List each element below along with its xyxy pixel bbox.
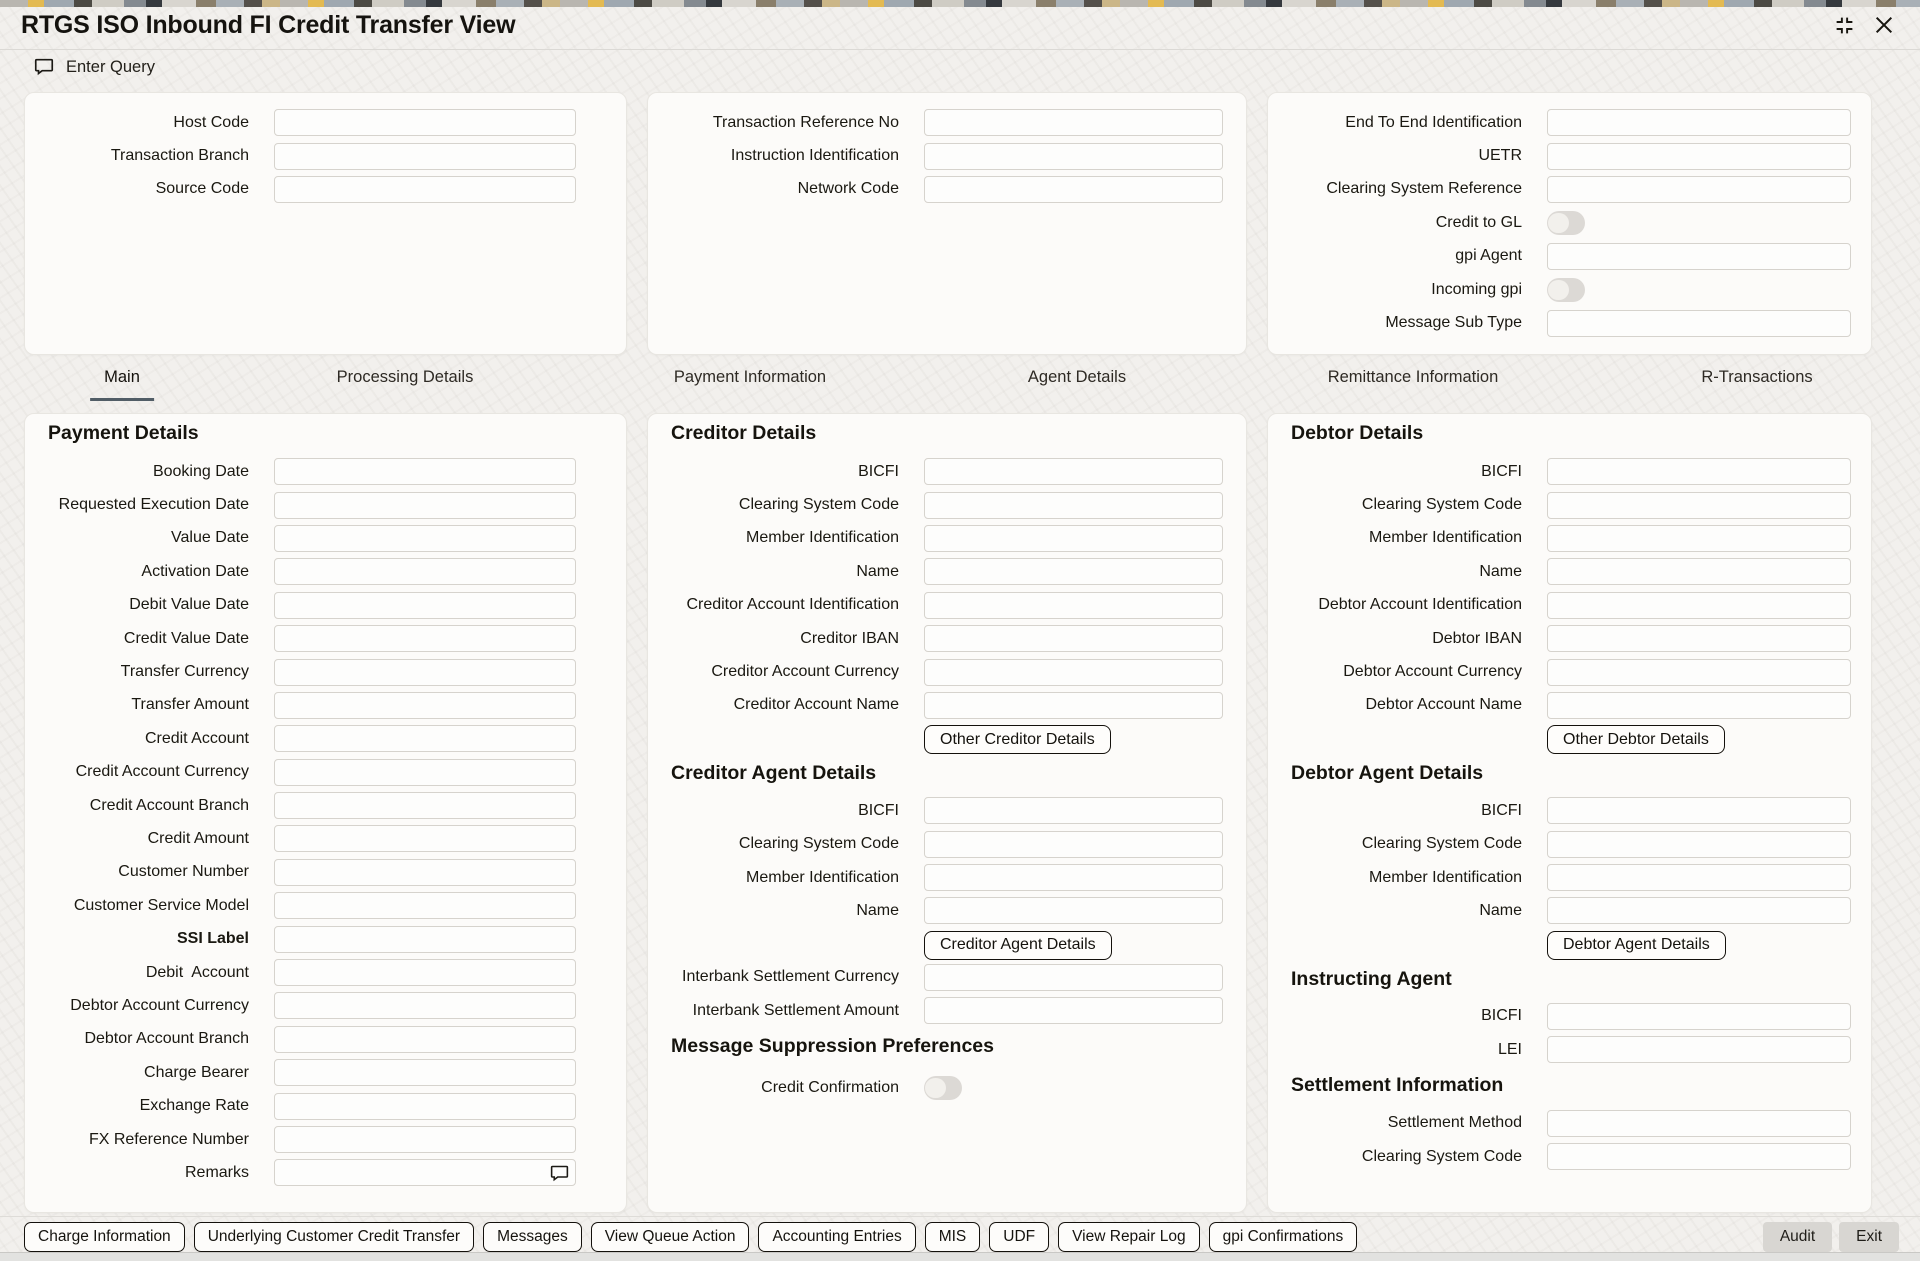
debtor-agent-details-button[interactable]: Debtor Agent Details xyxy=(1547,931,1726,960)
credit-confirmation-toggle[interactable] xyxy=(924,1076,962,1100)
remarks-input[interactable] xyxy=(274,1159,576,1186)
form-row xyxy=(648,689,1246,722)
form-row xyxy=(1268,555,1871,588)
panel-transaction-source xyxy=(24,92,627,355)
bicfi-input[interactable] xyxy=(924,797,1223,824)
enter-query-label: Enter Query xyxy=(66,57,155,76)
debtor-agent-details-heading: Debtor Agent Details xyxy=(1291,762,1484,785)
ssi-label-input[interactable] xyxy=(274,926,576,953)
form-row xyxy=(1268,240,1871,273)
creditor-account-identification-input[interactable] xyxy=(924,592,1223,619)
form-row xyxy=(1268,894,1871,927)
form-row xyxy=(1268,455,1871,488)
form-row xyxy=(25,756,626,789)
audit-button[interactable]: Audit xyxy=(1763,1222,1832,1252)
name-label: Name xyxy=(1479,562,1522,580)
tab-remittance-information[interactable]: Remittance Information xyxy=(1327,368,1499,386)
enter-query-bar[interactable] xyxy=(33,56,155,78)
bottom-strip xyxy=(0,1252,1920,1261)
creditor-account-currency-label: Creditor Account Currency xyxy=(711,663,899,681)
form-row xyxy=(25,589,626,622)
bicfi-label: BICFI xyxy=(858,462,899,480)
form-row xyxy=(648,994,1246,1027)
form-row xyxy=(648,655,1246,688)
form-row xyxy=(25,555,626,588)
charge-information-button[interactable]: Charge Information xyxy=(24,1222,185,1252)
creditor-agent-details-heading: Creditor Agent Details xyxy=(671,762,877,785)
debtor-iban-input[interactable] xyxy=(1547,625,1851,652)
form-row xyxy=(1268,589,1871,622)
credit-amount-label: Credit Amount xyxy=(147,829,249,847)
form-row xyxy=(1268,1033,1871,1066)
instructing-agent-heading: Instructing Agent xyxy=(1291,967,1452,990)
debtor-iban-label: Debtor IBAN xyxy=(1432,629,1522,647)
creditor-details-heading: Creditor Details xyxy=(671,422,817,444)
title-divider xyxy=(0,49,1920,50)
form-row xyxy=(648,488,1246,521)
name-input[interactable] xyxy=(1547,897,1851,924)
debit-account-input[interactable] xyxy=(274,959,576,986)
member-identification-input[interactable] xyxy=(1547,864,1851,891)
credit-account-currency-label: Credit Account Currency xyxy=(75,763,249,781)
panel-transaction-reference xyxy=(647,92,1247,355)
debtor-account-name-input[interactable] xyxy=(1547,692,1851,719)
tab-agent-details[interactable]: Agent Details xyxy=(1027,368,1127,386)
tab-main[interactable]: Main xyxy=(90,368,154,401)
form-row xyxy=(648,522,1246,555)
name-input[interactable] xyxy=(924,558,1223,585)
form-row xyxy=(25,1089,626,1122)
footer-right-actions xyxy=(1763,1222,1899,1252)
end-to-end-identification-label: End To End Identification xyxy=(1345,113,1522,131)
customer-number-label: Customer Number xyxy=(118,863,249,881)
tab-processing-details[interactable]: Processing Details xyxy=(336,368,474,386)
messages-button[interactable]: Messages xyxy=(483,1222,582,1252)
underlying-customer-credit-transfer-button[interactable]: Underlying Customer Credit Transfer xyxy=(194,1222,474,1252)
form-row xyxy=(648,894,1246,927)
form-row xyxy=(25,956,626,989)
form-row xyxy=(1268,794,1871,827)
panel-debtor xyxy=(1267,413,1872,1213)
interbank-settlement-currency-label: Interbank Settlement Currency xyxy=(682,968,899,986)
customer-service-model-input[interactable] xyxy=(274,892,576,919)
name-input[interactable] xyxy=(924,897,1223,924)
credit-to-gl-label: Credit to GL xyxy=(1435,213,1522,231)
clearing-system-code-input[interactable] xyxy=(1547,492,1851,519)
creditor-account-name-label: Creditor Account Name xyxy=(733,696,899,714)
tab-r-transactions[interactable]: R-Transactions xyxy=(1701,368,1813,386)
instruction-identification-label: Instruction Identification xyxy=(730,147,899,165)
clearing-system-code-label: Clearing System Code xyxy=(1361,496,1522,514)
bicfi-label: BICFI xyxy=(1481,801,1522,819)
charge-bearer-label: Charge Bearer xyxy=(144,1063,249,1081)
name-label: Name xyxy=(1479,901,1522,919)
debtor-account-currency-input[interactable] xyxy=(274,992,576,1019)
settlement-method-label: Settlement Method xyxy=(1387,1114,1522,1132)
requested-execution-date-label: Requested Execution Date xyxy=(58,496,249,514)
uetr-input[interactable] xyxy=(1547,143,1851,170)
toggle-knob xyxy=(1548,280,1569,300)
member-identification-input[interactable] xyxy=(924,525,1223,552)
message-sub-type-label: Message Sub Type xyxy=(1385,314,1522,332)
debtor-account-name-label: Debtor Account Name xyxy=(1365,696,1522,714)
host-code-input[interactable] xyxy=(274,109,576,136)
clearing-system-code-input[interactable] xyxy=(924,492,1223,519)
incoming-gpi-label: Incoming gpi xyxy=(1431,280,1522,298)
form-row xyxy=(1268,622,1871,655)
exit-button[interactable]: Exit xyxy=(1839,1222,1899,1252)
clearing-system-code-input[interactable] xyxy=(924,831,1223,858)
desktop-wallpaper-strip xyxy=(0,0,1920,7)
clearing-system-reference-input[interactable] xyxy=(1547,176,1851,203)
creditor-account-identification-label: Creditor Account Identification xyxy=(686,596,899,614)
form-row xyxy=(1268,689,1871,722)
transfer-amount-input[interactable] xyxy=(274,692,576,719)
credit-account-input[interactable] xyxy=(274,725,576,752)
form-row xyxy=(648,622,1246,655)
mis-button[interactable]: MIS xyxy=(925,1222,981,1252)
booking-date-input[interactable] xyxy=(274,458,576,485)
transaction-branch-label: Transaction Branch xyxy=(110,147,249,165)
member-identification-input[interactable] xyxy=(924,864,1223,891)
gpi-agent-label: gpi Agent xyxy=(1455,247,1522,265)
incoming-gpi-toggle[interactable] xyxy=(1547,278,1585,302)
uetr-label: UETR xyxy=(1478,147,1522,165)
source-code-input[interactable] xyxy=(274,176,576,203)
credit-value-date-input[interactable] xyxy=(274,625,576,652)
transfer-amount-label: Transfer Amount xyxy=(131,696,249,714)
clearing-system-code-label: Clearing System Code xyxy=(738,835,899,853)
form-row xyxy=(648,861,1246,894)
member-identification-label: Member Identification xyxy=(1369,529,1522,547)
credit-account-label: Credit Account xyxy=(144,729,249,747)
form-row xyxy=(25,455,626,488)
requested-execution-date-input[interactable] xyxy=(274,492,576,519)
bicfi-label: BICFI xyxy=(1481,1007,1522,1025)
remarks-label: Remarks xyxy=(184,1163,249,1181)
form-row xyxy=(25,689,626,722)
creditor-iban-input[interactable] xyxy=(924,625,1223,652)
credit-value-date-label: Credit Value Date xyxy=(123,629,249,647)
other-creditor-details-button[interactable]: Other Creditor Details xyxy=(924,725,1111,754)
credit-account-branch-input[interactable] xyxy=(274,792,576,819)
interbank-settlement-amount-input[interactable] xyxy=(924,997,1223,1024)
form-row xyxy=(648,455,1246,488)
toggle-knob xyxy=(1548,213,1569,233)
debit-account-label: Debit Account xyxy=(145,963,249,981)
form-row xyxy=(648,139,1246,172)
form-row xyxy=(1268,306,1871,339)
panel-creditor xyxy=(647,413,1247,1213)
clearing-system-reference-label: Clearing System Reference xyxy=(1326,180,1522,198)
clearing-system-code-label: Clearing System Code xyxy=(1361,1147,1522,1165)
window-controls xyxy=(1834,14,1895,36)
form-row xyxy=(25,822,626,855)
panel-identification xyxy=(1267,92,1872,355)
form-row xyxy=(25,522,626,555)
form-row xyxy=(25,789,626,822)
credit-to-gl-toggle[interactable] xyxy=(1547,211,1585,235)
udf-button[interactable]: UDF xyxy=(989,1222,1049,1252)
form-row xyxy=(1268,1140,1871,1173)
form-row xyxy=(648,555,1246,588)
form-row xyxy=(648,1071,1246,1104)
activation-date-input[interactable] xyxy=(274,558,576,585)
form-row xyxy=(1268,861,1871,894)
exchange-rate-input[interactable] xyxy=(274,1093,576,1120)
form-row xyxy=(648,106,1246,139)
view-repair-log-button[interactable]: View Repair Log xyxy=(1058,1222,1199,1252)
bicfi-input[interactable] xyxy=(1547,797,1851,824)
creditor-account-currency-input[interactable] xyxy=(924,659,1223,686)
charge-bearer-input[interactable] xyxy=(274,1059,576,1086)
name-label: Name xyxy=(856,562,899,580)
transaction-reference-no-label: Transaction Reference No xyxy=(712,113,899,131)
form-row xyxy=(25,1023,626,1056)
debtor-account-currency-input[interactable] xyxy=(1547,659,1851,686)
form-row xyxy=(1268,1106,1871,1139)
settlement-information-heading: Settlement Information xyxy=(1291,1074,1504,1097)
form-row xyxy=(1268,206,1871,239)
form-row xyxy=(1268,173,1871,206)
other-debtor-details-button[interactable]: Other Debtor Details xyxy=(1547,725,1725,754)
close-icon[interactable] xyxy=(1873,14,1895,36)
form-row xyxy=(1268,522,1871,555)
member-identification-label: Member Identification xyxy=(1369,868,1522,886)
ssi-label-label: SSI Label xyxy=(176,930,249,948)
footer-divider xyxy=(0,1216,1920,1217)
form-row xyxy=(1268,1000,1871,1033)
form-row xyxy=(25,173,626,206)
form-row xyxy=(25,622,626,655)
gpi-confirmations-button[interactable]: gpi Confirmations xyxy=(1209,1222,1358,1252)
interbank-settlement-amount-label: Interbank Settlement Amount xyxy=(692,1001,899,1019)
value-date-input[interactable] xyxy=(274,525,576,552)
clearing-system-code-input[interactable] xyxy=(1547,1143,1851,1170)
source-code-label: Source Code xyxy=(155,180,249,198)
form-row xyxy=(648,828,1246,861)
form-row xyxy=(25,889,626,922)
transfer-currency-label: Transfer Currency xyxy=(120,663,249,681)
view-queue-action-button[interactable]: View Queue Action xyxy=(591,1222,750,1252)
footer-actions xyxy=(24,1222,1357,1252)
credit-account-branch-label: Credit Account Branch xyxy=(89,796,249,814)
creditor-agent-details-button[interactable]: Creditor Agent Details xyxy=(924,931,1112,960)
form-row xyxy=(25,106,626,139)
end-to-end-identification-input[interactable] xyxy=(1547,109,1851,136)
form-row xyxy=(25,856,626,889)
debtor-account-currency-label: Debtor Account Currency xyxy=(1343,663,1522,681)
creditor-iban-label: Creditor IBAN xyxy=(800,629,899,647)
form-row xyxy=(1268,139,1871,172)
message-suppression-heading: Message Suppression Preferences xyxy=(671,1035,994,1058)
activation-date-label: Activation Date xyxy=(141,562,249,580)
form-row xyxy=(1268,273,1871,306)
message-sub-type-input[interactable] xyxy=(1547,310,1851,337)
toggle-knob xyxy=(925,1078,946,1098)
form-row xyxy=(25,655,626,688)
clearing-system-code-label: Clearing System Code xyxy=(738,496,899,514)
comment-icon xyxy=(33,56,55,78)
transaction-branch-input[interactable] xyxy=(274,143,576,170)
accounting-entries-button[interactable]: Accounting Entries xyxy=(758,1222,915,1252)
instruction-identification-input[interactable] xyxy=(924,143,1223,170)
form-row xyxy=(25,989,626,1022)
lei-label: LEI xyxy=(1497,1040,1522,1058)
debtor-account-identification-label: Debtor Account Identification xyxy=(1318,596,1522,614)
transfer-currency-input[interactable] xyxy=(274,659,576,686)
exchange-rate-label: Exchange Rate xyxy=(139,1097,249,1115)
form-row xyxy=(1268,488,1871,521)
member-identification-label: Member Identification xyxy=(746,868,899,886)
tab-payment-information[interactable]: Payment Information xyxy=(673,368,827,386)
panel-payment-details xyxy=(24,413,627,1213)
bicfi-input[interactable] xyxy=(1547,458,1851,485)
form-row xyxy=(648,589,1246,622)
form-row xyxy=(1268,106,1871,139)
form-row xyxy=(25,1123,626,1156)
bicfi-input[interactable] xyxy=(1547,1003,1851,1030)
restore-window-icon[interactable] xyxy=(1834,15,1855,36)
host-code-label: Host Code xyxy=(173,113,249,131)
page-title: RTGS ISO Inbound FI Credit Transfer View xyxy=(21,11,516,39)
comment-icon[interactable] xyxy=(549,1163,570,1184)
payment-details-heading: Payment Details xyxy=(48,422,199,444)
fx-reference-number-label: FX Reference Number xyxy=(88,1130,249,1148)
debit-value-date-label: Debit Value Date xyxy=(129,596,249,614)
customer-service-model-label: Customer Service Model xyxy=(73,896,249,914)
clearing-system-code-input[interactable] xyxy=(1547,831,1851,858)
form-row xyxy=(25,1156,626,1189)
network-code-input[interactable] xyxy=(924,176,1223,203)
customer-number-input[interactable] xyxy=(274,859,576,886)
debtor-account-currency-label: Debtor Account Currency xyxy=(70,996,249,1014)
debtor-account-branch-input[interactable] xyxy=(274,1026,576,1053)
form-row xyxy=(25,922,626,955)
name-input[interactable] xyxy=(1547,558,1851,585)
debit-value-date-input[interactable] xyxy=(274,592,576,619)
credit-amount-input[interactable] xyxy=(274,825,576,852)
form-row xyxy=(1268,655,1871,688)
bicfi-input[interactable] xyxy=(924,458,1223,485)
form-row xyxy=(648,794,1246,827)
value-date-label: Value Date xyxy=(171,529,249,547)
lei-input[interactable] xyxy=(1547,1036,1851,1063)
name-label: Name xyxy=(856,901,899,919)
settlement-method-input[interactable] xyxy=(1547,1110,1851,1137)
bicfi-label: BICFI xyxy=(1481,462,1522,480)
member-identification-input[interactable] xyxy=(1547,525,1851,552)
creditor-account-name-input[interactable] xyxy=(924,692,1223,719)
debtor-account-identification-input[interactable] xyxy=(1547,592,1851,619)
form-row xyxy=(648,173,1246,206)
transaction-reference-no-input[interactable] xyxy=(924,109,1223,136)
fx-reference-number-input[interactable] xyxy=(274,1126,576,1153)
form-row xyxy=(25,488,626,521)
credit-confirmation-label: Credit Confirmation xyxy=(761,1079,899,1097)
credit-account-currency-input[interactable] xyxy=(274,759,576,786)
interbank-settlement-currency-input[interactable] xyxy=(924,964,1223,991)
clearing-system-code-label: Clearing System Code xyxy=(1361,835,1522,853)
form-row xyxy=(1268,828,1871,861)
network-code-label: Network Code xyxy=(797,180,899,198)
gpi-agent-input[interactable] xyxy=(1547,243,1851,270)
member-identification-label: Member Identification xyxy=(746,529,899,547)
form-row xyxy=(648,961,1246,994)
debtor-account-branch-label: Debtor Account Branch xyxy=(84,1030,249,1048)
debtor-details-heading: Debtor Details xyxy=(1291,422,1424,444)
form-row xyxy=(25,1056,626,1089)
form-row xyxy=(25,139,626,172)
form-row xyxy=(25,722,626,755)
bicfi-label: BICFI xyxy=(858,801,899,819)
booking-date-label: Booking Date xyxy=(152,462,249,480)
